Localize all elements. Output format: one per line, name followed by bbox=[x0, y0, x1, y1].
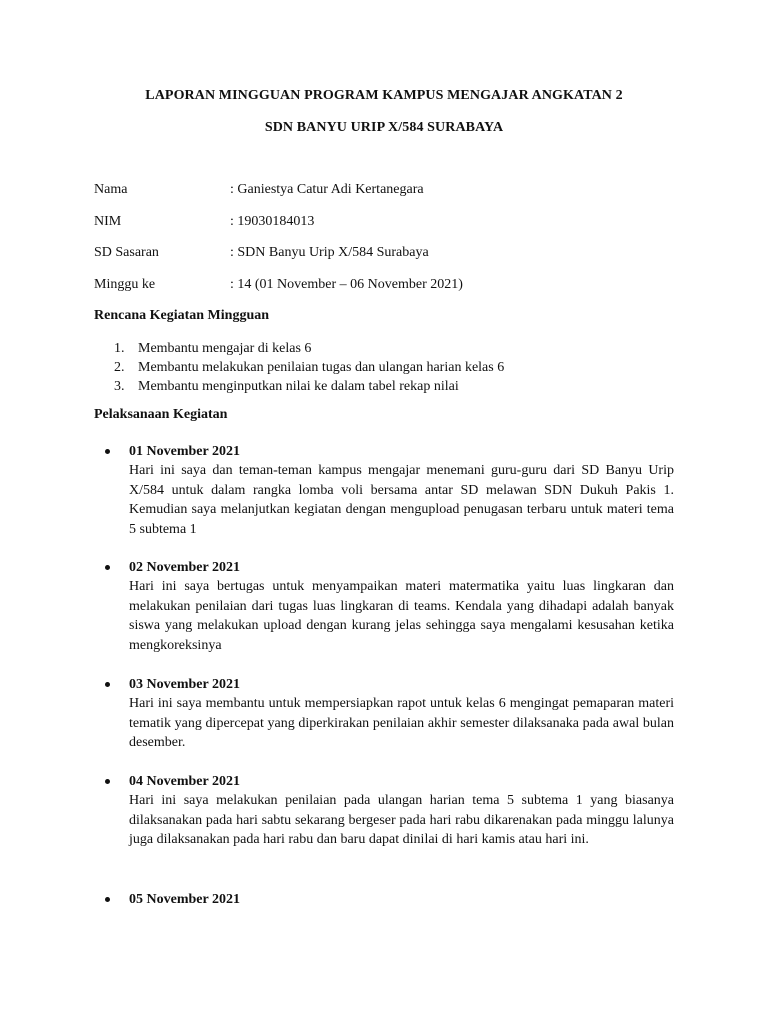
identity-label: Minggu ke bbox=[94, 277, 156, 292]
list-text: Membantu menginputkan nilai ke dalam tabel rekap nilai bbox=[138, 379, 459, 394]
entry-text: Hari ini saya bertugas untuk menyampaikan materi matermatika yaitu luas lingkaran dan melakukan penilaian dari tugas luas lingkaran di teams. Kendala yang dihadapi adalah banyak siswa yang melakukan upload dengan kurang jelas sehingga saya mengalami kesusahan ketika mengkoreksinya bbox=[129, 579, 674, 653]
execution-heading: Pelaksanaan Kegiatan bbox=[94, 407, 228, 422]
identity-value: : 14 (01 November – 06 November 2021) bbox=[230, 277, 463, 292]
entry-date: 02 November 2021 bbox=[129, 560, 240, 575]
entry-text: Hari ini saya membantu untuk mempersiapkan rapot untuk kelas 6 mengingat pemaparan materi tematik yang dipercepat yang diperkirakan penilaian akhir semester dilaksanaka pada awal bulan desember. bbox=[129, 696, 674, 751]
entry-date: 01 November 2021 bbox=[129, 444, 240, 459]
identity-value: : SDN Banyu Urip X/584 Surabaya bbox=[230, 245, 429, 260]
school-title: SDN BANYU URIP X/584 SURABAYA bbox=[264, 120, 504, 135]
entry-text: Hari ini saya dan teman-teman kampus mengajar menemani guru-guru dari SD Banyu Urip X/584 untuk dalam rangka lomba voli bersama antar SD melawan SDN Dukuh Pakis 1. Kemudian saya melanjutkan kegiatan dengan mengupload penugasan terbaru untuk materi tema 5 subtema 1 bbox=[129, 463, 674, 537]
entry-date: 04 November 2021 bbox=[129, 774, 240, 789]
bullet-icon bbox=[105, 449, 110, 454]
entry-date: 05 November 2021 bbox=[129, 892, 240, 907]
list-number: 3. bbox=[114, 379, 125, 394]
identity-label: NIM bbox=[94, 214, 122, 229]
plan-heading: Rencana Kegiatan Mingguan bbox=[94, 308, 270, 323]
identity-value: : Ganiestya Catur Adi Kertanegara bbox=[230, 182, 424, 197]
entry-text: Hari ini saya melakukan penilaian pada ulangan harian tema 5 subtema 1 yang biasanya dilaksanakan pada hari sabtu sekarang bergeser pada hari rabu dikarenakan pada minggu lalunya juga dilaksanakan pada hari rabu dan baru dapat dinilai di hari kamis atau hari ini. bbox=[129, 793, 674, 848]
list-item bbox=[94, 358, 674, 377]
list-item bbox=[94, 339, 674, 358]
list-number: 1. bbox=[114, 341, 125, 356]
plan-list bbox=[94, 339, 674, 396]
bullet-icon bbox=[105, 565, 110, 570]
list-text: Membantu mengajar di kelas 6 bbox=[138, 341, 312, 356]
bullet-icon bbox=[105, 897, 110, 902]
list-text: Membantu melakukan penilaian tugas dan ulangan harian kelas 6 bbox=[138, 360, 505, 375]
list-item bbox=[94, 377, 674, 396]
identity-label: Nama bbox=[94, 182, 128, 197]
bullet-icon bbox=[105, 682, 110, 687]
identity-value: : 19030184013 bbox=[230, 214, 315, 229]
list-number: 2. bbox=[114, 360, 125, 375]
entry-date: 03 November 2021 bbox=[129, 677, 240, 692]
bullet-icon bbox=[105, 779, 110, 784]
identity-label: SD Sasaran bbox=[94, 245, 159, 260]
report-title: LAPORAN MINGGUAN PROGRAM KAMPUS MENGAJAR ANGKATAN 2 bbox=[145, 88, 623, 103]
